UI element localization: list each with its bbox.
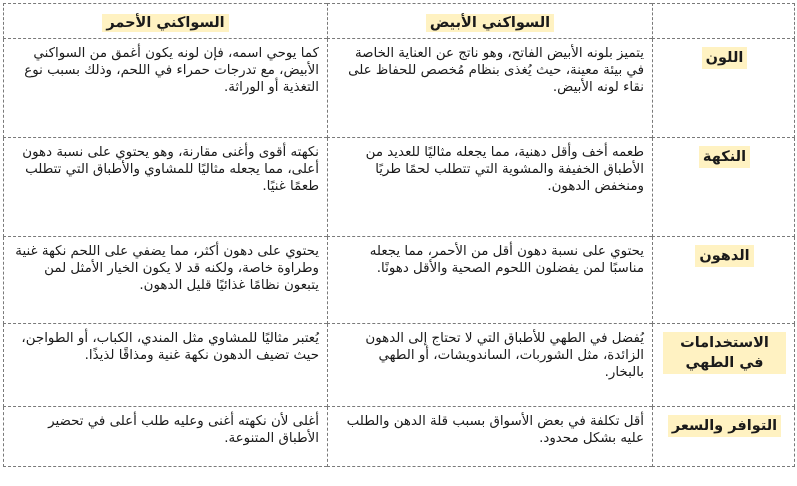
header-label-cell [653, 4, 795, 39]
table-row [4, 138, 795, 237]
row-label-cell [653, 407, 795, 467]
table-row [4, 39, 795, 138]
red-cell: نكهته أقوى وأغنى مقارنة، وهو يحتوي على نسبة دهون أعلى، مما يجعله مثاليًا للمشاوي والأطباق التي تتطلب طعمًا غنيًا. [4, 138, 328, 237]
row-label: التوافر والسعر [668, 415, 781, 437]
red-cell: أغلى لأن نكهته أغنى وعليه طلب أعلى في تحضير الأطباق المتنوعة. [4, 407, 328, 467]
header-red-text: السواكني الأحمر [102, 14, 228, 32]
red-cell: كما يوحي اسمه، فإن لونه يكون أغمق من السواكني الأبيض، مع تدرجات حمراء في اللحم، وذلك بسبب نوع التغذية أو الوراثة. [4, 39, 328, 138]
red-cell: يحتوي على دهون أكثر، مما يضفي على اللحم نكهة غنية وطراوة خاصة، ولكنه قد لا يكون الخيار الأمثل لمن يتبعون نظامًا غذائيًا قليل الدهون. [4, 237, 328, 324]
row-label: الدهون [695, 245, 753, 267]
row-label: الاستخدامات في الطهي [663, 332, 786, 374]
row-label-cell [653, 138, 795, 237]
row-label: اللون [702, 47, 748, 69]
white-cell: يُفضل في الطهي للأطباق التي لا تحتاج إلى الدهون الزائدة، مثل الشوربات، الساندويشات، أو الطهي بالبخار. [328, 324, 653, 407]
comparison-table-container [3, 3, 794, 467]
table-row [4, 324, 795, 407]
row-label-cell [653, 324, 795, 407]
row-label: النكهة [699, 146, 750, 168]
white-cell: طعمه أخف وأقل دهنية، مما يجعله مثاليًا للعديد من الأطباق الخفيفة والمشوية التي تتطلب لحمًا طريًا ومنخفض الدهون. [328, 138, 653, 237]
header-row [4, 4, 795, 39]
white-cell: أقل تكلفة في بعض الأسواق بسبب قلة الدهن والطلب عليه بشكل محدود. [328, 407, 653, 467]
white-cell: يحتوي على نسبة دهون أقل من الأحمر، مما يجعله مناسبًا لمن يفضلون اللحوم الصحية والأقل دهونًا. [328, 237, 653, 324]
red-cell: يُعتبر مثاليًا للمشاوي مثل المندي، الكباب، أو الطواجن، حيث تضيف الدهون نكهة غنية ومذاقًا لذيذًا. [4, 324, 328, 407]
comparison-table [3, 3, 795, 467]
row-label-cell [653, 237, 795, 324]
table-row [4, 237, 795, 324]
row-label-cell [653, 39, 795, 138]
table-row [4, 407, 795, 467]
header-white [328, 4, 653, 39]
white-cell: يتميز بلونه الأبيض الفاتح، وهو ناتج عن العناية الخاصة في بيئة معينة، حيث يُغذى بنظام مُخصص للحفاظ على نقاء لونه الأبيض. [328, 39, 653, 138]
header-red [4, 4, 328, 39]
header-white-text: السواكني الأبيض [426, 14, 554, 32]
